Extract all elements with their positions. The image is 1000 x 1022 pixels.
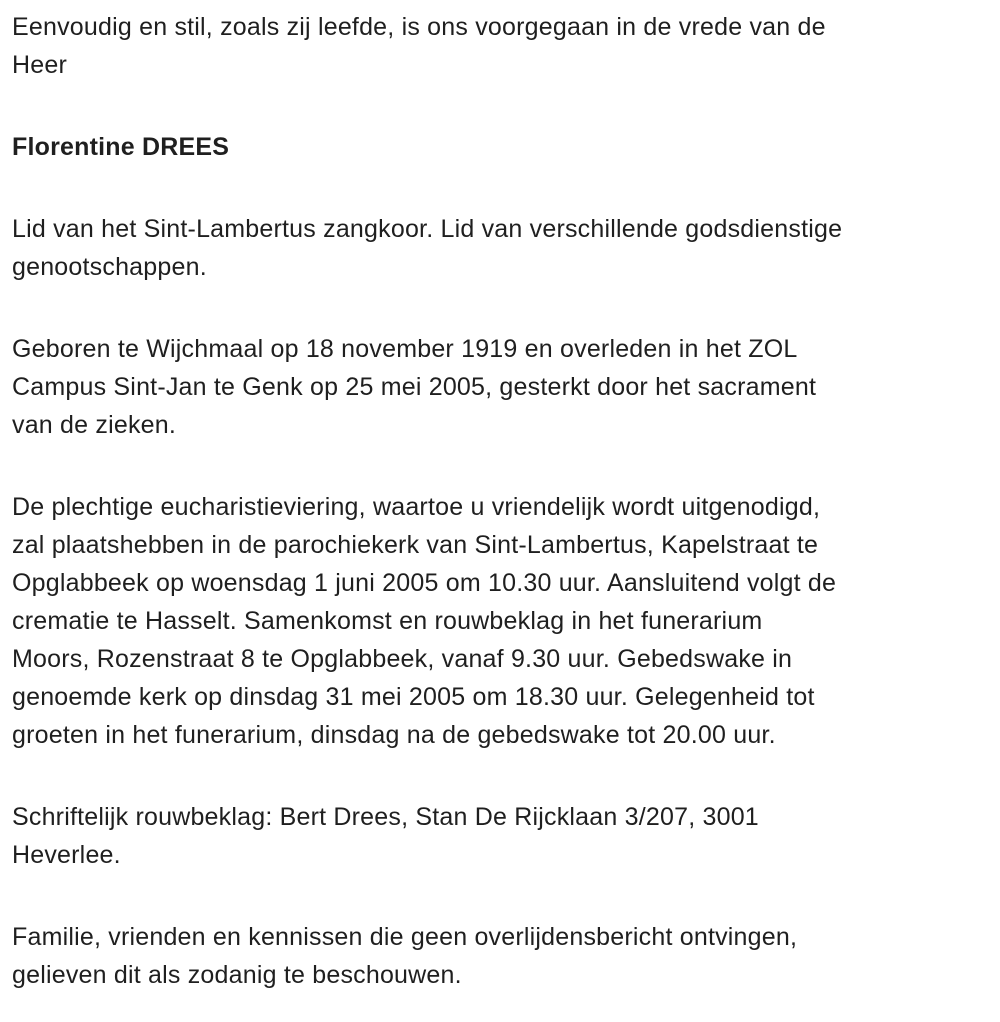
notification-note <box>12 918 988 994</box>
text-line: Eenvoudig en stil, zoals zij leefde, is ons voorgegaan in de vrede van de <box>12 13 826 41</box>
text-line: zal plaatshebben in de parochiekerk van Sint-Lambertus, Kapelstraat te <box>12 531 819 559</box>
birth-death-details <box>12 330 988 444</box>
memberships <box>12 210 988 286</box>
intro-verse <box>12 8 988 84</box>
text-line: Campus Sint-Jan te Genk op 25 mei 2005, gesterkt door het sacrament <box>12 373 817 401</box>
text-line: genoemde kerk op dinsdag 31 mei 2005 om 18.30 uur. Gelegenheid tot <box>12 683 815 711</box>
text-line: Moors, Rozenstraat 8 te Opglabbeek, vanaf 9.30 uur. Gebedswake in <box>12 645 793 673</box>
text-line: Heer <box>12 51 67 79</box>
text-line: van de zieken. <box>12 411 177 439</box>
text-line: groeten in het funerarium, dinsdag na de gebedswake tot 20.00 uur. <box>12 721 776 749</box>
text-line: Geboren te Wijchmaal op 18 november 1919 en overleden in het ZOL <box>12 335 798 363</box>
text-line: Lid van het Sint-Lambertus zangkoor. Lid van verschillende godsdienstige <box>12 215 843 243</box>
text-line: Florentine DREES <box>12 133 230 161</box>
text-line: Schriftelijk rouwbeklag: Bert Drees, Stan De Rijcklaan 3/207, 3001 <box>12 803 759 831</box>
text-line: Heverlee. <box>12 841 121 869</box>
text-line: De plechtige eucharistieviering, waartoe u vriendelijk wordt uitgenodigd, <box>12 493 821 521</box>
service-announcement <box>12 488 988 754</box>
written-condolences <box>12 798 988 874</box>
text-line: gelieven dit als zodanig te beschouwen. <box>12 961 462 989</box>
text-line: Familie, vrienden en kennissen die geen overlijdensbericht ontvingen, <box>12 923 798 951</box>
text-line: Opglabbeek op woensdag 1 juni 2005 om 10.30 uur. Aansluitend volgt de <box>12 569 837 597</box>
text-line: crematie te Hasselt. Samenkomst en rouwbeklag in het funerarium <box>12 607 763 635</box>
text-line: genootschappen. <box>12 253 207 281</box>
deceased-name <box>12 128 988 166</box>
